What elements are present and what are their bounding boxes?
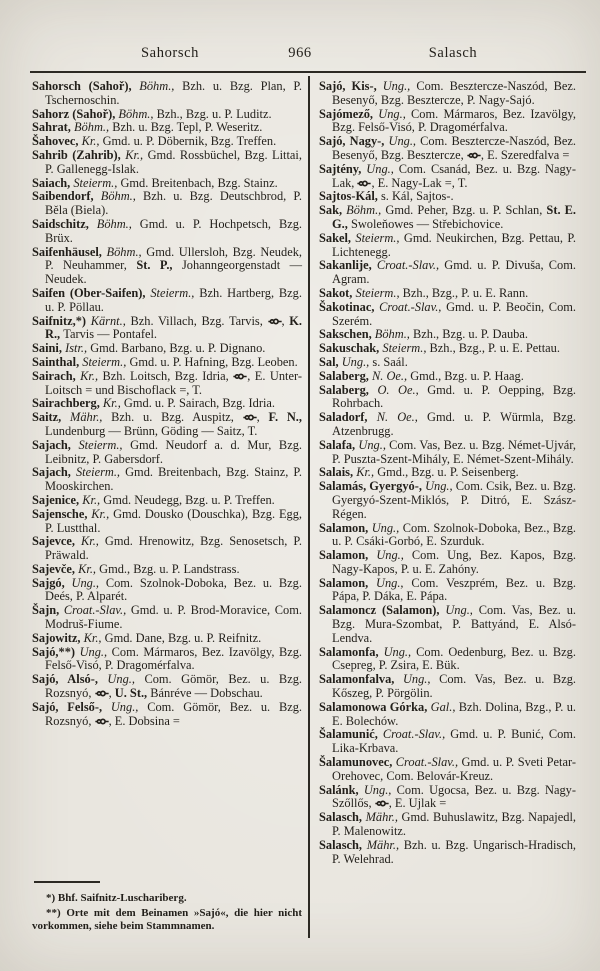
gazetteer-entry xyxy=(32,604,302,632)
gazetteer-entry xyxy=(32,370,302,398)
entry-region-italic: Ung., xyxy=(71,575,106,590)
header-rule xyxy=(30,71,586,73)
gazetteer-entry xyxy=(32,121,302,135)
left-column xyxy=(32,80,302,728)
entry-text: Bzh., Bzg., P. u. E. Rann. xyxy=(402,285,529,300)
entry-region-italic: Kr., xyxy=(78,561,100,576)
gazetteer-entry xyxy=(32,342,302,356)
entry-text: Gmd., Bzg. u. P. Haag. xyxy=(410,368,524,383)
gazetteer-entry xyxy=(32,135,302,149)
entry-region-italic: Ung., xyxy=(366,161,399,176)
entry-text: Swoleňowes — Střebichovice. xyxy=(350,216,504,231)
entry-text: s. Saál. xyxy=(372,354,408,369)
entry-text-bold: Sakschen, xyxy=(319,327,375,342)
entry-text: Com. Gömör, Bez. u. Bzg. Rozsnyó, xyxy=(45,672,302,701)
entry-text: Bzh. u. Bzg. Auspitz, xyxy=(111,410,243,425)
entry-region-italic: Mähr., xyxy=(365,810,402,825)
entry-text: Gmd. Dane, Bzg. u. P. Reifnitz. xyxy=(104,630,262,645)
entry-region-italic: Böhm., xyxy=(346,203,386,218)
entry-text: s. Kál, Sajtos-. xyxy=(380,189,454,204)
entry-region-italic: Steierm., xyxy=(355,285,403,300)
entry-text-bold: Salamon, xyxy=(319,575,376,590)
entry-region-italic: Böhm., xyxy=(96,216,140,231)
entry-region-italic: Kr., xyxy=(81,534,105,549)
entry-text-bold: Sakuschak, xyxy=(319,341,383,356)
gazetteer-entry xyxy=(319,301,576,329)
entry-text: , xyxy=(281,313,290,328)
entry-text-bold: Sajgó, xyxy=(32,575,72,590)
entry-text-bold: Sahorz (Sahoř), xyxy=(32,106,119,121)
gazetteer-entry xyxy=(32,439,302,467)
gazetteer-entry xyxy=(319,728,576,756)
entry-text: Gmd. Hrenowitz, Bzg. Senosetsch, P. Präwald. xyxy=(45,534,302,563)
entry-text: Bzh. Villach, Bzg. Tarvis, xyxy=(130,313,268,328)
entry-text-bold: Salasch, xyxy=(319,837,367,852)
entry-region-italic: Ung., xyxy=(79,644,112,659)
gazetteer-entry xyxy=(319,287,576,301)
entry-text-bold: Saibendorf, xyxy=(32,189,101,204)
entry-text-bold: Sahrib (Zahrib), xyxy=(32,147,126,162)
entry-region-italic: Böhm., xyxy=(106,244,147,259)
entry-region-italic: Steierm., xyxy=(382,341,430,356)
gazetteer-entry xyxy=(32,287,302,315)
gazetteer-entry xyxy=(32,108,302,122)
gazetteer-entry xyxy=(319,190,576,204)
entry-text-bold: Sahrat, xyxy=(32,120,74,135)
entry-text-bold: U. St., xyxy=(114,686,151,701)
gazetteer-entry xyxy=(32,397,302,411)
entry-text-bold: Saidschitz, xyxy=(32,216,97,231)
entry-text-bold: Šalamunić, xyxy=(319,727,383,742)
entry-text-bold: Salamás, Gyergyó-, xyxy=(319,479,426,494)
entry-text-bold: Salamonfalva, xyxy=(319,672,403,687)
telegraph-posthorn-icon xyxy=(467,149,481,163)
gazetteer-entry xyxy=(319,108,576,136)
entry-region-italic: Ung., xyxy=(382,79,417,93)
entry-region-italic: Kr., xyxy=(91,506,114,521)
telegraph-posthorn-icon xyxy=(268,315,282,329)
gazetteer-entry xyxy=(32,315,302,343)
entry-text: Com. Mármaros, Bez. Izavölgy, Bzg. Felső-Visó, P. Dragomérfalva. xyxy=(332,106,576,135)
entry-text: Gmd. Neukirchen, Bzg. Pettau, P. Lichtenegg. xyxy=(332,230,576,259)
entry-region-italic: Croat.-Slav., xyxy=(395,755,462,770)
entry-region-italic: Ung., xyxy=(376,575,412,590)
gazetteer-entry xyxy=(32,246,302,287)
gazetteer-entry xyxy=(319,673,576,701)
entry-text-bold: Sairach, xyxy=(32,368,81,383)
entry-text-bold: Sakot, xyxy=(319,285,356,300)
entry-text-bold: Sajach, xyxy=(32,437,79,452)
gazetteer-entry xyxy=(32,563,302,577)
entry-text-bold: Saifen (Ober-Saifen), xyxy=(32,285,151,300)
entry-text: Com. Gömör, Bez. u. Bzg. Rozsnyó, xyxy=(45,699,302,728)
entry-text-bold: **) xyxy=(46,906,67,919)
gazetteer-entry xyxy=(319,839,576,867)
entry-region-italic: Kr., xyxy=(125,147,148,162)
entry-region-italic: Croat.-Slav., xyxy=(376,258,445,273)
entry-text-bold: Sainthal, xyxy=(32,354,83,369)
column-divider-rule xyxy=(308,76,310,938)
entry-region-italic: Ung., xyxy=(425,479,456,494)
entry-region-italic: Istr., xyxy=(65,341,91,356)
entry-region-italic: Croat.-Slav., xyxy=(379,299,447,314)
entry-text-bold: Sal, xyxy=(319,354,342,369)
entry-text-bold: Saifenhäusel, xyxy=(32,244,107,259)
entry-text: , E. Unter-Loitsch = und Bischoflack =, T. xyxy=(45,368,302,397)
running-head-left-keyword: Sahorsch xyxy=(141,45,199,61)
entry-text-bold: Sajó,**) xyxy=(32,644,80,659)
entry-text: Bzh., Bzg. u. P. Luditz. xyxy=(156,106,272,121)
entry-text-bold: Sak, xyxy=(319,203,347,218)
running-head-right-keyword: Salasch xyxy=(428,45,478,61)
page-number: 966 xyxy=(288,45,312,61)
entry-region-italic: Steierm., xyxy=(150,285,200,300)
entry-region-italic: Böhm., xyxy=(139,79,183,93)
gazetteer-entry xyxy=(319,466,576,480)
entry-text-bold: Sajó, Kis-, xyxy=(319,79,383,93)
entry-text: Gmd. Neudorf a. d. Mur, Bzg. Leibnitz, P. Gabersdorf. xyxy=(45,437,302,466)
entry-text: Johanngeorgenstadt — Neudek. xyxy=(45,258,302,287)
entry-text-bold: Sajó, Alsó-, xyxy=(32,672,108,687)
entry-text-bold: Salais, xyxy=(319,465,357,480)
footnote-block xyxy=(32,881,302,935)
entry-text-bold: Sajensche, xyxy=(32,506,92,521)
entry-text: Gmd. Breitenbach, Bzg. Stainz. xyxy=(120,175,278,190)
entry-region-italic: Steierm., xyxy=(82,354,130,369)
entry-text-bold: Saifnitz,*) xyxy=(32,313,91,328)
entry-region-italic: N. Oe., xyxy=(372,368,411,383)
entry-text: Gmd. u. P. Bunić, Com. Lika-Krbava. xyxy=(332,727,577,756)
entry-region-italic: Ung., xyxy=(110,699,148,714)
entry-text: , xyxy=(256,410,269,425)
entry-text-bold: F. N., xyxy=(268,410,302,425)
entry-text: Bzh., Bzg. u. P. Dauba. xyxy=(412,327,528,342)
footnote xyxy=(32,892,302,905)
entry-text: Gmd. u. P. Hochpetsch, Bzg. Brüx. xyxy=(45,216,302,245)
entry-region-italic: Steierm., xyxy=(75,465,126,480)
entry-region-italic: Ung., xyxy=(358,437,390,452)
gazetteer-entry xyxy=(319,646,576,674)
entry-region-italic: Ung., xyxy=(341,354,373,369)
gazetteer-entry xyxy=(319,259,576,287)
entry-region-italic: Böhm., xyxy=(374,327,413,342)
entry-text: , xyxy=(108,686,115,701)
gazetteer-entry xyxy=(319,577,576,605)
entry-text: Gmd. Buhuslawitz, Bzg. Napajedl, P. Malenowitz. xyxy=(332,810,576,839)
entry-text-bold: Sakanlije, xyxy=(319,258,377,273)
gazetteer-entry xyxy=(32,80,302,108)
entry-text: Gmd. u. P. Würmla, Bzg. Atzenbrugg. xyxy=(332,410,576,438)
entry-text-bold: Sahorsch (Sahoř), xyxy=(32,79,140,93)
gazetteer-entry xyxy=(319,811,576,839)
entry-text-bold: Saitz, xyxy=(32,410,71,425)
entry-region-italic: Ung., xyxy=(378,106,412,121)
entry-text: Com. Vas, Bez. u. Bzg. Kőszeg, P. Pörgölin. xyxy=(332,672,576,701)
entry-text: Com. Vas, Bez. u. Bzg. Német-Ujvár, P. Puszta-Szent-Mihály, E. Német-Szent-Mihály. xyxy=(332,437,576,466)
gazetteer-entry xyxy=(32,673,302,701)
entry-region-italic: Ung., xyxy=(371,520,403,535)
entry-text-bold: Sajómező, xyxy=(319,106,379,121)
entry-text: Bzh. Loitsch, Bzg. Idria, xyxy=(102,368,234,383)
entry-text: Com. Vas, Bez. u. Bzg. Mura-Szombat, P. Battyánd, E. Alsó-Lendva. xyxy=(332,603,576,645)
entry-text: Gmd. u. P. Oepping, Bzg. Rohrbach. xyxy=(332,382,576,411)
entry-region-italic: Kr., xyxy=(83,630,105,645)
entry-text-bold: Saini, xyxy=(32,341,66,356)
telegraph-posthorn-icon xyxy=(357,177,371,191)
entry-text: , E. Nagy-Lak =, T. xyxy=(371,175,468,190)
entry-text-bold: Salafa, xyxy=(319,437,359,452)
entry-text-bold: Sajenice, xyxy=(32,492,83,507)
entry-text-bold: Šahovec, xyxy=(32,134,82,149)
entry-text: Gmd. Dousko (Douschka), Bzg. Egg, P. Lustthal. xyxy=(45,506,302,535)
entry-region-italic: Croat.-Slav., xyxy=(63,603,131,618)
gazetteer-entry xyxy=(319,411,576,439)
entry-region-italic: Kr., xyxy=(102,396,124,411)
entry-text-bold: *) xyxy=(46,891,58,904)
entry-text-bold: Sajó, Nagy-, xyxy=(319,134,389,149)
footnote xyxy=(32,907,302,933)
entry-text: Gmd. u. P. Hafning, Bzg. Leoben. xyxy=(129,354,298,369)
telegraph-posthorn-icon xyxy=(233,370,247,384)
entry-region-italic: Ung., xyxy=(445,603,479,618)
entry-region-italic: Steierm., xyxy=(73,175,121,190)
gazetteer-entry xyxy=(319,439,576,467)
entry-text: Bzh. Dolina, Bzg., P. u. E. Bolechów. xyxy=(332,699,576,728)
entry-region-italic: Böhm., xyxy=(118,106,157,121)
gazetteer-entry xyxy=(32,466,302,494)
entry-region-italic: Ung., xyxy=(376,548,412,563)
entry-text-bold: Sajtény, xyxy=(319,161,367,176)
entry-text-bold: St. P., xyxy=(136,258,182,273)
entry-region-italic: Kr., xyxy=(80,368,103,383)
entry-region-italic: Ung., xyxy=(388,134,421,149)
entry-text: Bzh. u. Bzg. Plan, P. Tschernoschin. xyxy=(45,79,302,107)
entry-region-italic: Mähr., xyxy=(366,837,404,852)
gazetteer-entry xyxy=(319,163,576,191)
gazetteer-entry xyxy=(32,646,302,674)
entry-text: Bzh. u. Bzg. Deutschbrod, P. Běla (Biela). xyxy=(45,189,303,218)
footnotes xyxy=(32,892,302,933)
gazetteer-entry xyxy=(319,480,576,521)
entry-text: Gmd. Ullersloh, Bzg. Neudek, P. Neuhammer, xyxy=(45,244,302,273)
entry-text-bold: Šalamunovec, xyxy=(319,755,396,770)
entry-text: Gmd. Neudegg, Bzg. u. P. Treffen. xyxy=(103,492,275,507)
entry-region-italic: Böhm., xyxy=(100,189,144,204)
entry-text-bold: K. R., xyxy=(45,313,303,342)
entry-text: Com. Mármaros, Bez. Izavölgy, Bzg. Felső-Visó, P. Dragomérfalva. xyxy=(45,644,303,673)
entry-region-italic: Kr., xyxy=(82,492,104,507)
gazetteer-entry xyxy=(32,356,302,370)
entry-text-bold: Salamonowa Górka, xyxy=(319,699,431,714)
entry-text-bold: Sajó, Felső-, xyxy=(32,699,111,714)
gazetteer-entry xyxy=(32,701,302,729)
entry-region-italic: Böhm., xyxy=(74,120,113,135)
entry-text: Com. Veszprém, Bez. u. Bzg. Pápa, P. Dáka, E. Pápa. xyxy=(332,575,577,604)
entry-text: Com. Csik, Bez. u. Bzg. Gyergyó-Szent-Miklós, P. Ditró, E. Szász-Régen. xyxy=(332,479,577,521)
entry-text-bold: Sakel, xyxy=(319,230,356,245)
entry-text: Tarvis — Pontafel. xyxy=(63,327,158,342)
entry-text: Gmd. Breitenbach, Bzg. Stainz, P. Mooskirchen. xyxy=(45,465,302,494)
entry-text-bold: Sajtos-Kál, xyxy=(319,189,381,204)
gazetteer-entry xyxy=(32,508,302,536)
entry-text: Gmd. u. P. Döbernik, Bzg. Treffen. xyxy=(102,134,277,149)
entry-text: Gmd. u. P. Sveti Petar-Orehovec, Com. Belovár-Kreuz. xyxy=(332,755,576,783)
entry-text: Bzh. u. Bzg. Tepl, P. Weseritz. xyxy=(112,120,263,135)
entry-text: Gmd. Peher, Bzg. u. P. Schlan, xyxy=(385,203,547,218)
entry-region-italic: Mähr., xyxy=(70,410,112,425)
entry-region-italic: Ung., xyxy=(363,782,397,797)
entry-text: Gmd. u. P. Sairach, Bzg. Idria. xyxy=(123,396,275,411)
entry-text: Gmd. Rossbüchel, Bzg. Littai, P. Gallenegg-Islak. xyxy=(45,147,302,176)
gazetteer-entry xyxy=(319,356,576,370)
entry-text: Gmd. u. P. Beočin, Com. Szerém. xyxy=(332,299,576,328)
entry-region-italic: O. Oe., xyxy=(377,382,428,397)
gazetteer-entry xyxy=(32,535,302,563)
telegraph-posthorn-icon xyxy=(243,411,257,425)
entry-text: , E. Dobsina = xyxy=(108,713,180,728)
entry-text: Com. Besztercze-Naszód, Bez. Besenyő, Bzg. Besztercze, xyxy=(332,134,576,162)
gazetteer-entry xyxy=(319,232,576,260)
entry-text: Com. Ugocsa, Bez. u. Bzg. Nagy-Szőllős, xyxy=(332,782,576,811)
entry-text-bold: Sajowitz, xyxy=(32,630,84,645)
entry-text-bold: Saiach, xyxy=(32,175,74,190)
gazetteer-entry xyxy=(32,632,302,646)
entry-text-bold: Sairachberg, xyxy=(32,396,103,411)
entry-text: Com. Oedenburg, Bez. u. Bzg. Csepreg, P. Zsira, E. Bük. xyxy=(332,644,576,673)
entry-text-bold: Salánk, xyxy=(319,782,364,797)
entry-text-bold: Salamonfa, xyxy=(319,644,384,659)
gazetteer-entry xyxy=(319,384,576,412)
gazetteer-entry xyxy=(319,204,576,232)
gazetteer-entry xyxy=(319,784,576,812)
entry-text: Gmd. u. P. Divuša, Com. Agram. xyxy=(332,258,576,287)
entry-text: Gmd., Bzg. u. P. Landstrass. xyxy=(99,561,240,576)
entry-text-bold: Šakotinac, xyxy=(319,299,380,314)
entry-region-italic: Kr., xyxy=(81,134,103,149)
entry-region-italic: Kärnt., xyxy=(90,313,131,328)
entry-region-italic: Kr., xyxy=(356,465,378,480)
entry-region-italic: Ung., xyxy=(107,672,145,687)
entry-text-bold: Saladorf, xyxy=(319,410,377,425)
entry-text-bold: Orte mit dem Beinamen »Sajó«, die hier nicht vorkommen, siehe beim Stammnamen. xyxy=(32,906,303,932)
entry-text: Com. Csanád, Bez. u. Bzg. Nagy-Lak, xyxy=(332,161,577,190)
entry-text-bold: Bhf. Saifnitz-Luschariberg. xyxy=(57,891,187,904)
entry-text: Bánréve — Dobschau. xyxy=(150,686,263,701)
entry-text-bold: St. E. G., xyxy=(332,203,576,231)
entry-text-bold: Salaberg, xyxy=(319,382,378,397)
gazetteer-entry xyxy=(319,701,576,729)
entry-text: Gmd. u. P. Brod-Moravice, Com. Modruš-Fiume. xyxy=(45,603,302,632)
entry-text: Gmd. Barbano, Bzg. u. P. Dignano. xyxy=(90,341,266,356)
entry-text: Lundenburg — Brünn, Göding — Saitz, T. xyxy=(45,423,258,438)
gazetteer-entry xyxy=(32,149,302,177)
entry-text-bold: Sajach, xyxy=(32,465,76,480)
gazetteer-entry xyxy=(319,370,576,384)
telegraph-posthorn-icon xyxy=(95,687,109,701)
entry-text: Gmd., Bzg. u. P. Seisenberg. xyxy=(377,465,519,480)
entry-text-bold: Salamon, xyxy=(319,520,372,535)
entry-text-bold: Salaberg, xyxy=(319,368,373,383)
entry-text-bold: Sajevce, xyxy=(32,534,81,549)
gazetteer-entry xyxy=(319,342,576,356)
entry-text-bold: Salasch, xyxy=(319,810,366,825)
gazetteer-entry xyxy=(32,411,302,439)
gazetteer-entry xyxy=(32,190,302,218)
entry-region-italic: Steierm., xyxy=(355,230,404,245)
entry-text: , E. Ujlak = xyxy=(388,796,447,811)
gazetteer-entry xyxy=(319,80,576,108)
entry-text-bold: Salamon, xyxy=(319,548,377,563)
entry-text: Bzh. Hartberg, Bzg. u. P. Pöllau. xyxy=(45,285,302,314)
entry-text: Com. Szolnok-Doboka, Bez., Bzg. u. P. Csáki-Gorbó, E. Szurduk. xyxy=(332,520,576,549)
footnote-separator-rule xyxy=(34,881,100,883)
entry-text-bold: Salamoncz (Salamon), xyxy=(319,603,446,618)
entry-text: , E. Szeredfalva = xyxy=(480,147,570,162)
entry-text: Com. Ung, Bez. Kapos, Bzg. Nagy-Kapos, P. u. E. Zahóny. xyxy=(332,548,577,576)
entry-region-italic: Gal., xyxy=(430,699,459,714)
entry-text-bold: Šajn, xyxy=(32,603,64,618)
entry-text-bold: Sajevče, xyxy=(32,561,79,576)
telegraph-posthorn-icon xyxy=(95,715,109,729)
gazetteer-entry xyxy=(319,328,576,342)
entry-region-italic: Croat.-Slav., xyxy=(382,727,451,742)
gazetteer-entry xyxy=(319,549,576,577)
gazetteer-entry xyxy=(32,577,302,605)
entry-text: Com. Szolnok-Doboka, Bez. u. Bzg. Deés, P. Alparét. xyxy=(45,575,302,604)
gazetteer-entry xyxy=(32,494,302,508)
gazetteer-entry xyxy=(319,756,576,784)
gazetteer-entry xyxy=(319,135,576,163)
entry-region-italic: Steierm., xyxy=(78,437,131,452)
entry-region-italic: Ung., xyxy=(402,672,440,687)
entry-region-italic: Ung., xyxy=(383,644,417,659)
entry-region-italic: N. Oe., xyxy=(376,410,428,425)
gazetteer-entry xyxy=(32,218,302,246)
right-column xyxy=(319,80,576,866)
entry-text: Bzh. u. Bzg. Ungarisch-Hradisch, P. Welehrad. xyxy=(332,837,577,866)
telegraph-posthorn-icon xyxy=(375,797,389,811)
gazetteer-entry xyxy=(32,177,302,191)
entry-text: Com. Besztercze-Naszód, Bez. Besenyő, Bzg. Besztercze, P. Nagy-Sajó. xyxy=(332,79,577,107)
gazetteer-entry xyxy=(319,604,576,645)
gazetteer-entry xyxy=(319,522,576,550)
entry-text: Bzh., Bzg., P. u. E. Pettau. xyxy=(429,341,560,356)
